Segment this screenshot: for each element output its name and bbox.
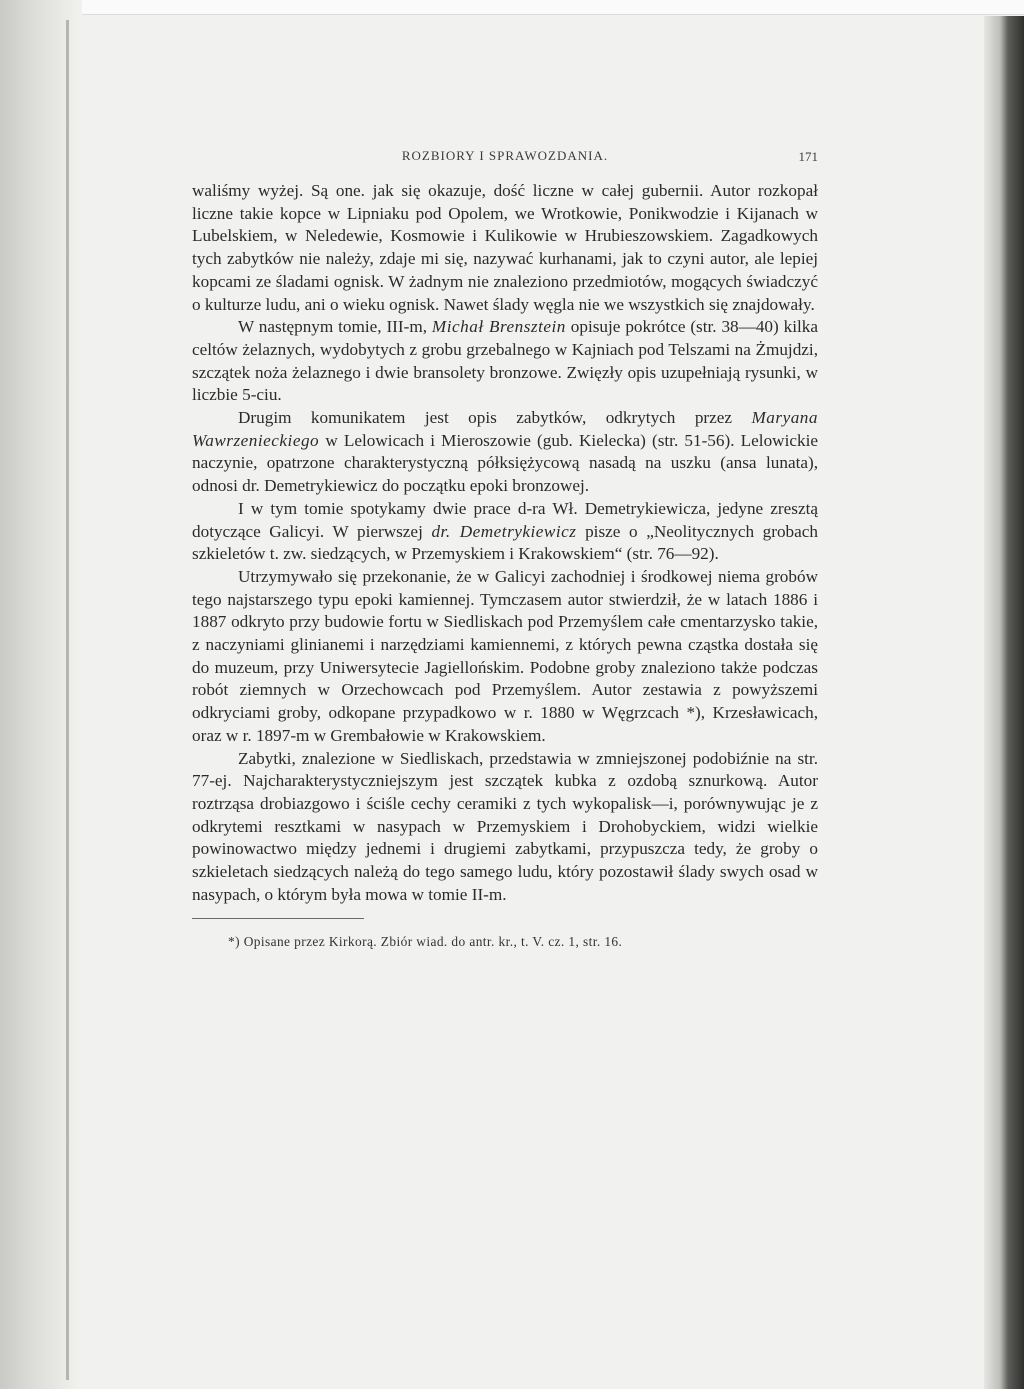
paragraph — [192, 407, 818, 498]
text-run: W następnym tomie, III-m, — [238, 317, 432, 337]
scan-top-edge — [0, 0, 1024, 15]
author-name: Michał Brensztein — [431, 317, 566, 337]
running-head — [192, 146, 818, 170]
footnote: *) Opisane przez Kirkorą. Zbiór wiad. do antr. kr., t. V. cz. 1, str. 16. — [228, 933, 623, 949]
paragraph — [192, 316, 818, 407]
text-run: Zabytki, znalezione w Siedliskach, przedstawia w zmniejszonej podobiźnie na str. 77-ej. Najcharakterystyczniejszym jest szczątek kubka z ozdobą sznurkową. Autor roztrząsa drobiazgowo i ściśle cechy ceramiki z tych wykopalisk—i, porównywując je z odkrytemi resztkami w nasypach w Przemyskiem i Drohobyckiem, widzi wielkie powinowactwo między jednemi i drugiemi zabytkami, przypuszcza tedy, że groby o szkieletach siedzących należą do tego samego ludu, który pozostawił ślady swych osad w nasypach, o którym była mowa w tomie II-m. — [192, 748, 818, 904]
author-name: dr. Demetrykiewicz — [431, 521, 577, 541]
text-run: Drugim komunikatem jest opis zabytków, odkrytych przez — [238, 408, 752, 428]
text-run: I w tym tomie spotykamy dwie prace d-ra Wł. Demetrykiewicza, jedyne zresztą dotyczące Galicyi. W pierwszej — [192, 498, 818, 541]
paragraph — [192, 566, 818, 748]
text-run: w Lelowicach i Mieroszowie (gub. Kielecka) (str. 51-56). Lelowickie naczynie, opatrzone charakterystyczną półksiężycową nasadą na uszku (ansa lunata), odnosi dr. Demetrykiewicz do początku epoki bronzowej. — [192, 430, 818, 496]
body-text — [192, 180, 818, 907]
page-number: 171 — [798, 149, 818, 164]
printed-page — [192, 146, 818, 951]
footnote-rule — [192, 918, 364, 919]
running-title: ROZBIORY I SPRAWOZDANIA. — [401, 148, 609, 163]
page-right-edge-shadow — [984, 16, 1024, 1389]
book-binding-shadow — [0, 0, 82, 1389]
paragraph — [192, 748, 818, 907]
binding-gutter-line — [66, 20, 69, 1380]
author-name: Maryana Wawrzenieckiego — [192, 408, 818, 450]
text-run: waliśmy wyżej. Są one. jak się okazuje, dość liczne w całej gubernii. Autor rozkopał liczne takie kopce w Lipniaku pod Opolem, we Wrotkowie, Ponikwodzie i Kijanach w Lubelskiem, w Neledewie, Kosmowie i Kulikowie w Hrubieszowskiem. Zagadkowych tych zabytków nie należy, zdaje mi się, nazywać kurhanami, jak to czyni autor, ale lepiej kopcami ze śladami ognisk. W żadnym nie znaleziono przedmiotów, mogących świadczyć o kulturze ludu, ani o wieku ognisk. Nawet ślady węgla nie we wszystkich się znajdowały. — [192, 181, 818, 314]
text-run: Utrzymywało się przekonanie, że w Galicyi zachodniej i środkowej niema grobów tego najstarszego typu epoki kamiennej. Tymczasem autor stwierdził, że w latach 1886 i 1887 odkryto przy budowie fortu w Siedliskach pod Przemyślem całe cmentarzysko takie, z naczyniami glinianemi i narzędziami kamiennemi, z których pewna cząstka dostała się do muzeum, przy Uniwersytecie Jagiellońskim. Podobne groby znaleziono także podczas robót ziemnych w Orzechowcach pod Przemyślem. Autor zestawia z powyższemi odkryciami groby, odkopane przypadkowo w r. 1880 w Węgrzcach *), Krzesławicach, oraz w r. 1897-m w Grembałowie w Krakowskiem. — [192, 566, 818, 745]
text-run: pisze o „Neolitycznych grobach szkieletów t. zw. siedzących, w Przemyskiem i Krakowskiem“ (str. 76—92). — [192, 521, 818, 564]
text-run: opisuje pokrótce (str. 38—40) kilka celtów żelaznych, wydobytych z grobu grzebalnego w Kajniach pod Telszami na Żmujdzi, szczątek noża żelaznego i dwie bransolety bronzowe. Zwięzły opis uzupełniają rysunki, w liczbie 5-ciu. — [192, 317, 818, 405]
paragraph — [192, 498, 818, 566]
paragraph — [192, 180, 818, 316]
